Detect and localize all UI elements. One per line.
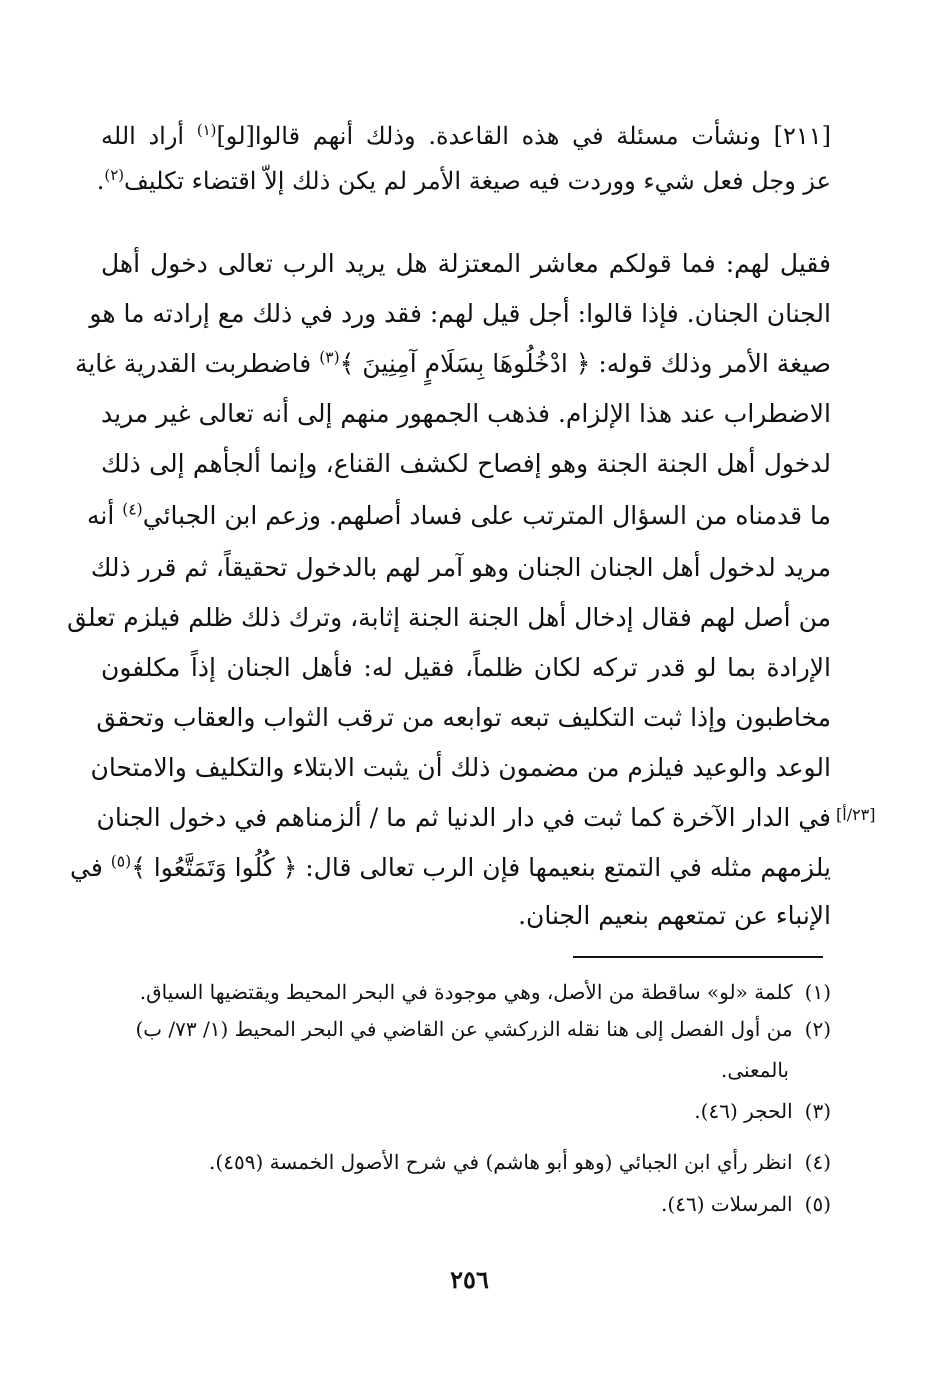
text-line: لدخول أهل الجنة الجنة وهو إفصاح لكشف القناع، وإنما ألجأهم إلى ذلك [101, 449, 831, 478]
footnote [71, 1093, 831, 1129]
footnote-continuation [29, 1052, 789, 1088]
text-run: ما قدمناه من السؤال المترتب على فساد أصلهم. وزعم ابن الجبائي [142, 501, 831, 530]
text-run: . [96, 167, 105, 195]
text-run: أراد الله [101, 122, 197, 150]
footnote-number: (٢) [804, 1017, 831, 1041]
text-line [87, 494, 831, 538]
text-line: مريد لدخول أهل الجنان الجنان وهو آمر لهم بالدخول تحقيقاً، ثم قرر ذلك [90, 553, 831, 582]
footnote-ref[interactable]: (١) [196, 121, 217, 139]
quran-quote: صيغة الأمر وذلك قوله: ﴿ ادْخُلُوهَا بِسَلَامٍ آمِنِينَ ﴾ [339, 349, 831, 378]
footnote-ref[interactable]: (٣) [319, 348, 340, 367]
footnote [71, 1011, 831, 1047]
text-line: الإنباء عن تمتعهم بنعيم الجنان. [518, 901, 831, 930]
text-line: الإرادة بما لو قدر تركه لكان ظلماً، فقيل له: فأهل الجنان إذاً مكلفون [101, 653, 831, 682]
text-run: في [69, 853, 111, 882]
text-line: الاضطراب عند هذا الإلزام. فذهب الجمهور منهم إلى أنه تعالى غير مريد [101, 399, 831, 428]
text-line: الوعد والوعيد فيلزم من مضمون ذلك أن يثبت الابتلاء والتكليف والامتحان [90, 753, 831, 782]
page-number: ٢٥٦ [450, 1265, 489, 1294]
text-run: [٢١١] ونشأت مسئلة في هذه القاعدة. وذلك أنهم قالوا[لو] [216, 122, 831, 150]
text-line [101, 115, 831, 157]
footnote-divider [573, 956, 823, 958]
footnote-ref[interactable]: (٤) [122, 500, 143, 519]
footnote-ref[interactable]: (٢) [104, 166, 125, 184]
text-line: مخاطبون وإذا ثبت التكليف تبعه توابعه من ترقب الثواب والعقاب وتحقق [96, 703, 831, 732]
text-run: فاضطربت القدرية غاية [74, 349, 320, 378]
text-line: من أصل لهم فقال إدخال أهل الجنة الجنة إثابة، وترك ذلك ظلم فيلزم تعلق [67, 603, 831, 632]
footnote-ref[interactable]: (٥) [110, 852, 132, 871]
footnote-text: انظر رأي ابن الجبائي (وهو أبو هاشم) في شرح الأصول الخمسة (٤٥٩). [209, 1150, 793, 1174]
text-line: الجنان الجنان. فإذا قالوا: أجل قيل لهم: فقد ورد في ذلك مع إرادته ما هو [89, 299, 831, 328]
text-run: عز وجل فعل شيء ووردت فيه صيغة الأمر لم يكن ذلك إلاّ اقتضاء تكليف [124, 167, 831, 195]
footnote-text: من أول الفصل إلى هنا نقله الزركشي عن القاضي في البحر المحيط (١/ ٧٣/ ب) [135, 1017, 793, 1041]
footnote-text: المرسلات (٤٦). [661, 1192, 793, 1216]
footnote [71, 974, 831, 1010]
footnote-number: (٣) [804, 1099, 831, 1123]
text-line [96, 160, 831, 202]
footnote [71, 1144, 831, 1180]
quran-quote: يلزمهم مثله في التمتع بنعيمها فإن الرب تعالى قال: ﴿ كُلُوا وَتَمَتَّعُوا ﴾ [131, 853, 831, 882]
footnote-text: الحجر (٤٦). [694, 1099, 793, 1123]
footnote-number: (١) [804, 980, 831, 1004]
manuscript-folio-marker: [٢٣/أ] [836, 805, 876, 824]
footnote-number: (٤) [804, 1150, 831, 1174]
footnote-text: كلمة «لو» ساقطة من الأصل، وهي موجودة في البحر المحيط ويقتضيها السياق. [139, 980, 793, 1004]
footnote-text: بالمعنى. [720, 1058, 789, 1082]
footnote-number: (٥) [804, 1192, 831, 1216]
text-line: فقيل لهم: فما قولكم معاشر المعتزلة هل يريد الرب تعالى دخول أهل [101, 249, 831, 278]
text-line [69, 846, 831, 890]
text-line: في الدار الآخرة كما ثبت في دار الدنيا ثم ما / ألزمناهم في دخول الجنان [96, 803, 831, 832]
text-line [74, 342, 831, 386]
footnote [71, 1186, 831, 1222]
text-run: أنه [87, 501, 123, 530]
